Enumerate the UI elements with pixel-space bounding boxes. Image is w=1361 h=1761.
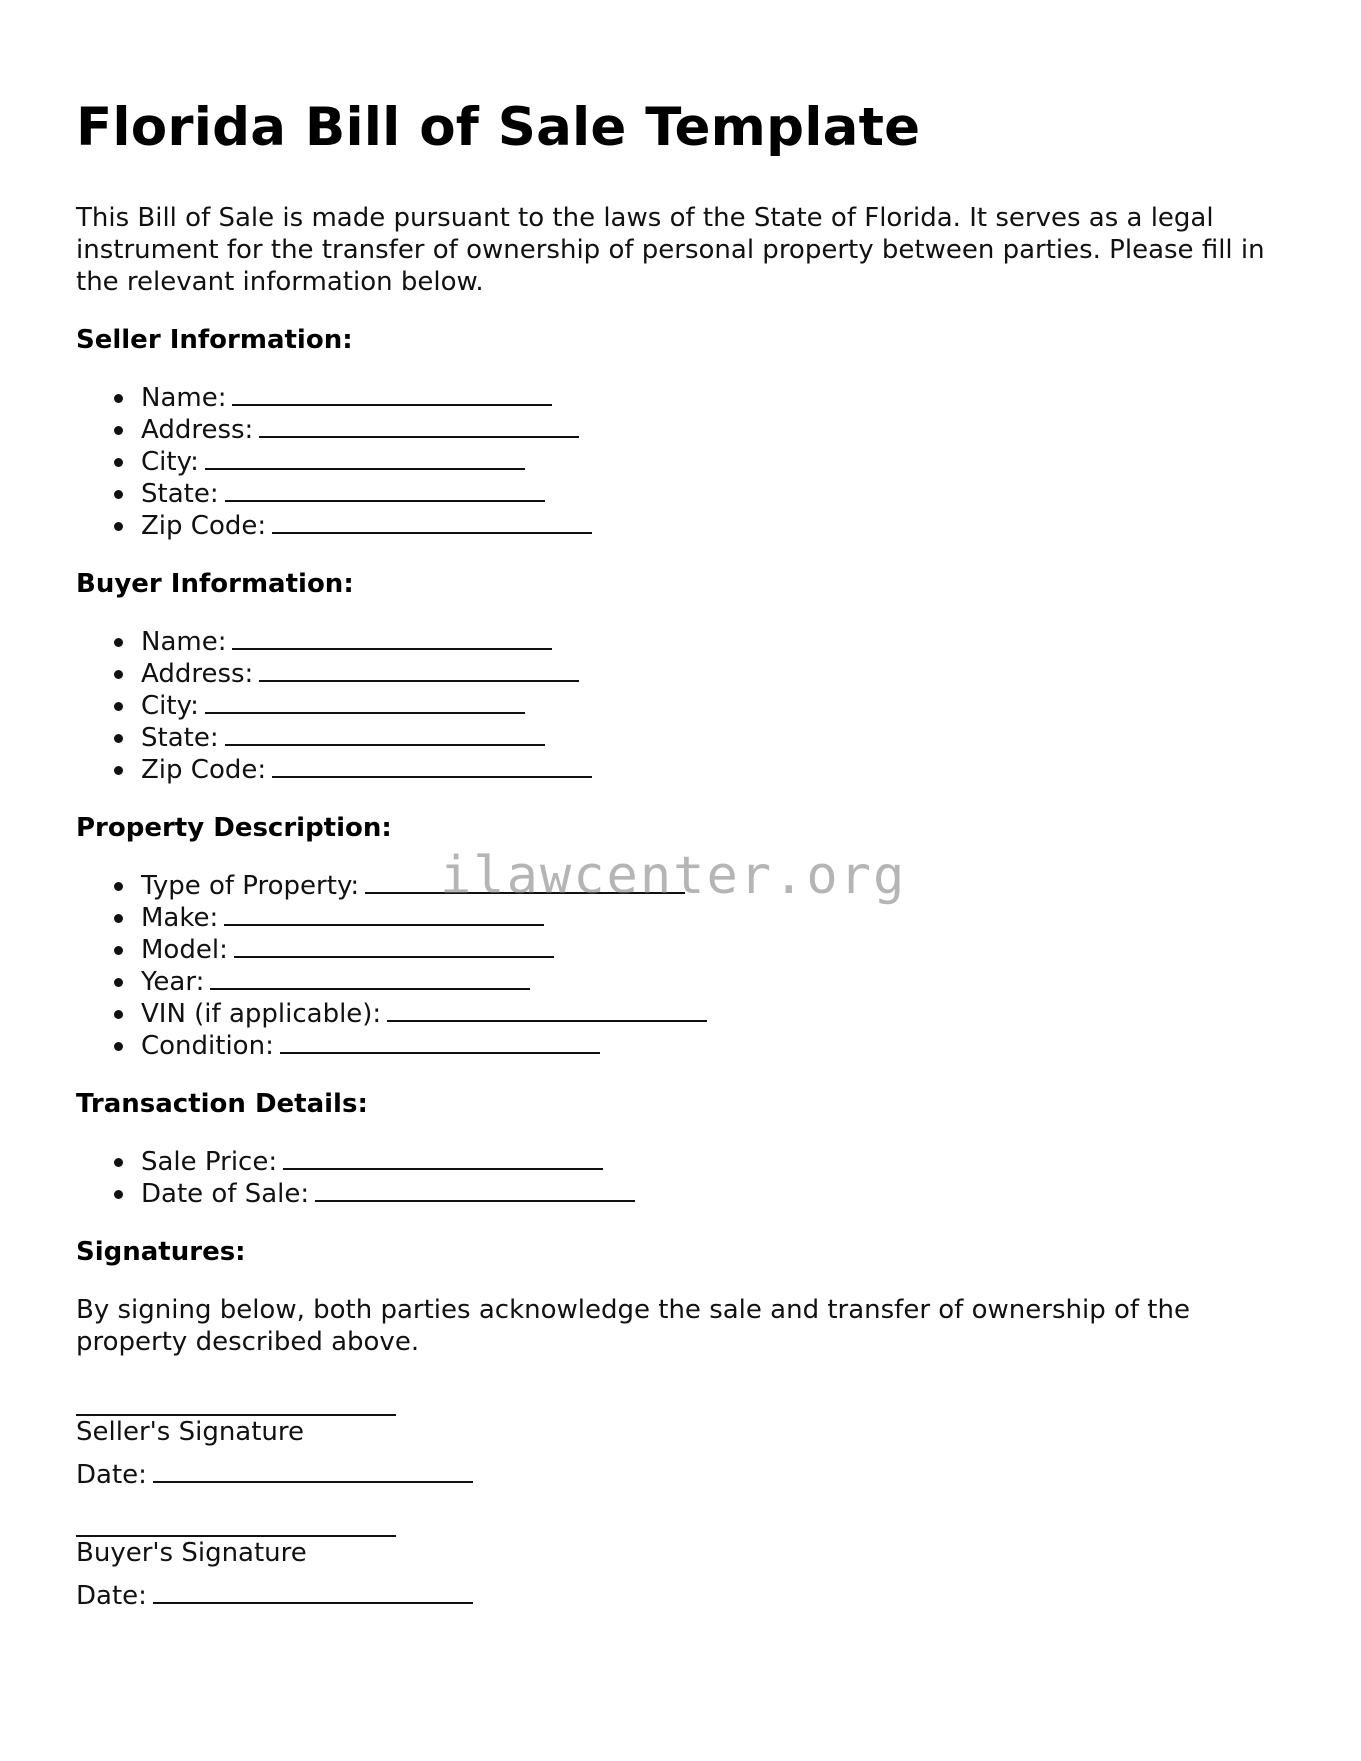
fill-line <box>272 756 592 778</box>
buyer-date-field <box>76 1580 1296 1612</box>
buyer-field-list <box>76 626 1296 786</box>
fill-line <box>315 1180 635 1202</box>
signatures-heading: Signatures: <box>76 1237 246 1267</box>
transaction-heading: Transaction Details: <box>76 1089 368 1119</box>
seller-signature-label: Seller's Signature <box>76 1417 305 1447</box>
buyer-heading: Buyer Information: <box>76 569 354 599</box>
buyer-name-field <box>76 626 1296 658</box>
seller-address-field <box>76 414 1296 446</box>
watermark: ilawcenter.org <box>440 846 907 906</box>
field-label: VIN (if applicable): <box>141 999 382 1029</box>
fill-line <box>210 968 530 990</box>
field-label: Type of Property: <box>141 871 360 901</box>
fill-line <box>259 416 579 438</box>
fill-line <box>225 724 545 746</box>
seller-name-field <box>76 382 1296 414</box>
transaction-field-list <box>76 1146 1296 1210</box>
field-label: Address: <box>141 659 254 689</box>
page-title: Florida Bill of Sale Template <box>76 97 921 158</box>
property-model-field <box>76 934 1296 966</box>
fill-line <box>232 628 552 650</box>
seller-date-field <box>76 1459 1296 1491</box>
sale-price-field <box>76 1146 1296 1178</box>
field-label: Date: <box>76 1581 147 1611</box>
field-label: Name: <box>141 383 227 413</box>
fill-line <box>153 1461 473 1483</box>
fill-line <box>205 448 525 470</box>
fill-line <box>232 384 552 406</box>
fill-line <box>283 1148 603 1170</box>
seller-city-field <box>76 446 1296 478</box>
acknowledgement-paragraph: By signing below, both parties acknowledge the sale and transfer of ownership of the property described above. <box>76 1295 1190 1357</box>
fill-line <box>387 1000 707 1022</box>
fill-line <box>224 904 544 926</box>
seller-zip-field <box>76 510 1296 542</box>
field-label: State: <box>141 723 219 753</box>
buyer-state-field <box>76 722 1296 754</box>
fill-line <box>365 872 685 894</box>
buyer-address-field <box>76 658 1296 690</box>
seller-field-list <box>76 382 1296 542</box>
seller-state-field <box>76 478 1296 510</box>
intro-paragraph: This Bill of Sale is made pursuant to the laws of the State of Florida. It serves as a legal instrument for the transfer of ownership of personal property between parties. Please fill in the relevant information below. <box>76 203 1265 297</box>
field-label: Make: <box>141 903 219 933</box>
fill-line <box>280 1032 600 1054</box>
fill-line <box>153 1582 473 1604</box>
fill-line <box>234 936 554 958</box>
field-label: State: <box>141 479 219 509</box>
field-label: Year: <box>141 967 205 997</box>
property-make-field <box>76 902 1296 934</box>
field-label: Model: <box>141 935 228 965</box>
field-label: Zip Code: <box>141 755 267 785</box>
field-label: Sale Price: <box>141 1147 278 1177</box>
buyer-signature-label: Buyer's Signature <box>76 1538 307 1568</box>
buyer-zip-field <box>76 754 1296 786</box>
field-label: Condition: <box>141 1031 274 1061</box>
field-label: Date: <box>76 1460 147 1490</box>
field-label: Date of Sale: <box>141 1179 310 1209</box>
field-label: Zip Code: <box>141 511 267 541</box>
property-year-field <box>76 966 1296 998</box>
field-label: Address: <box>141 415 254 445</box>
fill-line <box>259 660 579 682</box>
sale-date-field <box>76 1178 1296 1210</box>
document-page <box>76 92 1296 1612</box>
fill-line <box>205 692 525 714</box>
fill-line <box>225 480 545 502</box>
property-vin-field <box>76 998 1296 1030</box>
field-label: City: <box>141 447 199 477</box>
buyer-city-field <box>76 690 1296 722</box>
property-field-list <box>76 870 1296 1062</box>
property-type-field <box>76 870 1296 902</box>
field-label: Name: <box>141 627 227 657</box>
field-label: City: <box>141 691 199 721</box>
property-condition-field <box>76 1030 1296 1062</box>
fill-line <box>272 512 592 534</box>
property-heading: Property Description: <box>76 813 392 843</box>
seller-heading: Seller Information: <box>76 325 353 355</box>
